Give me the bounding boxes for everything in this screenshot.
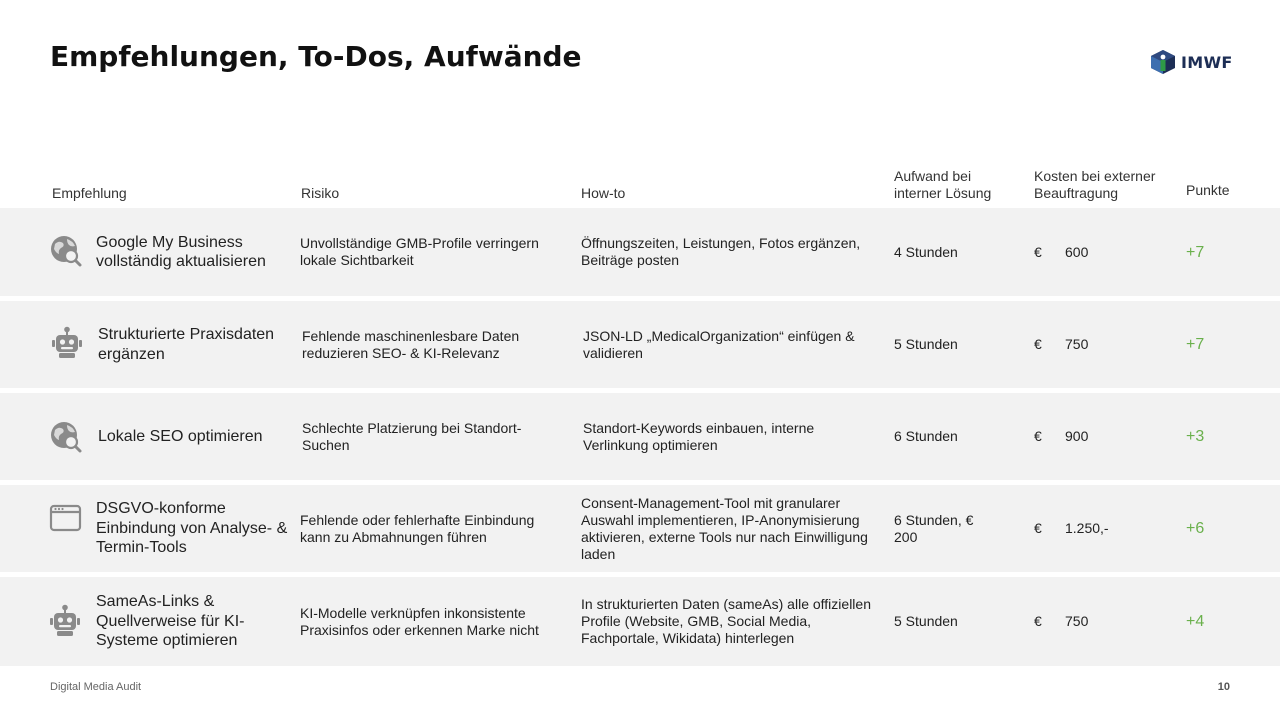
imwf-logo-icon — [1148, 49, 1178, 75]
table-row — [0, 393, 1280, 480]
cell-empfehlung: SameAs-Links & Quellverweise für KI-Systeme optimieren — [96, 593, 245, 650]
cell-empfehlung: DSGVO-konforme Einbindung von Analyse- & Termin-Tools — [96, 500, 288, 557]
cell-kosten — [1034, 208, 1174, 296]
robot-icon — [50, 326, 84, 360]
cell-punkte: +6 — [1186, 520, 1205, 537]
currency-symbol: € — [1034, 520, 1042, 536]
cell-aufwand: 5 Stunden — [894, 336, 958, 352]
cell-aufwand: 6 Stunden — [894, 428, 958, 444]
footer-label: Digital Media Audit — [50, 681, 142, 693]
cell-howto: Consent-Management-Tool mit granularer Auswahl implementieren, IP-Anonymisierung aktivieren, externe Tools nur nach Einwilligung laden — [581, 494, 868, 562]
table-row — [0, 577, 1280, 666]
cell-aufwand: 5 Stunden — [894, 613, 958, 629]
table-row — [0, 301, 1280, 388]
browser-window-icon — [49, 501, 83, 535]
cost-value: 900 — [1065, 428, 1089, 444]
currency-symbol: € — [1034, 613, 1042, 629]
cell-howto: In strukturierten Daten (sameAs) alle offiziellen Profile (Website, GMB, Social Media, Fachportale, Wikidata) hinterlegen — [581, 596, 871, 646]
header-kosten: Kosten bei externer Beauftragung — [1034, 168, 1156, 201]
header-empfehlung: Empfehlung — [52, 185, 127, 201]
cell-aufwand: 6 Stunden, € 200 — [894, 511, 974, 545]
currency-symbol: € — [1034, 243, 1042, 260]
cell-kosten — [1034, 577, 1174, 666]
cell-punkte: +4 — [1186, 613, 1205, 630]
header-punkte: Punkte — [1186, 182, 1230, 198]
table-row — [0, 485, 1280, 572]
cell-empfehlung: Strukturierte Praxisdaten ergänzen — [98, 326, 275, 363]
cell-risiko: Unvollständige GMB-Profile verringern lokale Sichtbarkeit — [300, 235, 539, 268]
page-number: 10 — [1217, 681, 1230, 693]
cost-value: 750 — [1065, 613, 1089, 629]
cell-punkte: +7 — [1186, 336, 1205, 353]
cell-howto: JSON-LD „MedicalOrganization“ einfügen & validieren — [583, 327, 855, 361]
cell-risiko: Fehlende oder fehlerhafte Einbindung kann zu Abmahnungen führen — [300, 511, 535, 545]
cell-empfehlung: Google My Business vollständig aktualisieren — [96, 233, 266, 270]
cell-risiko: KI-Modelle verknüpfen inkonsistente Praxisinfos oder erkennen Marke nicht — [300, 604, 539, 638]
table-row — [0, 208, 1280, 296]
currency-symbol: € — [1034, 428, 1042, 444]
cell-punkte: +3 — [1186, 428, 1205, 445]
globe-search-icon — [49, 234, 83, 268]
cell-punkte: +7 — [1186, 243, 1205, 261]
cell-howto: Standort-Keywords einbauen, interne Verlinkung optimieren — [583, 419, 815, 453]
cell-kosten — [1034, 301, 1174, 388]
logo-text: IMWF — [1181, 52, 1233, 72]
cell-aufwand: 4 Stunden — [894, 243, 958, 260]
cost-value: 600 — [1065, 243, 1089, 260]
cell-risiko: Fehlende maschinenlesbare Daten reduzieren SEO- & KI-Relevanz — [302, 327, 520, 361]
cost-value: 750 — [1065, 336, 1089, 352]
header-howto: How-to — [581, 185, 626, 201]
header-aufwand: Aufwand bei interner Lösung — [894, 168, 992, 201]
cell-risiko: Schlechte Platzierung bei Standort-Suchen — [302, 419, 522, 453]
page-title: Empfehlungen, To-Dos, Aufwände — [50, 40, 582, 73]
cost-value: 1.250,- — [1065, 520, 1109, 536]
cell-kosten — [1034, 393, 1174, 480]
cell-kosten — [1034, 485, 1174, 572]
header-risiko: Risiko — [301, 185, 340, 201]
cell-howto: Öffnungszeiten, Leistungen, Fotos ergänzen, Beiträge posten — [581, 235, 861, 268]
imwf-logo — [1148, 49, 1233, 75]
currency-symbol: € — [1034, 336, 1042, 352]
cell-empfehlung: Lokale SEO optimieren — [98, 427, 263, 445]
globe-search-icon — [49, 420, 83, 454]
robot-icon — [48, 604, 82, 638]
